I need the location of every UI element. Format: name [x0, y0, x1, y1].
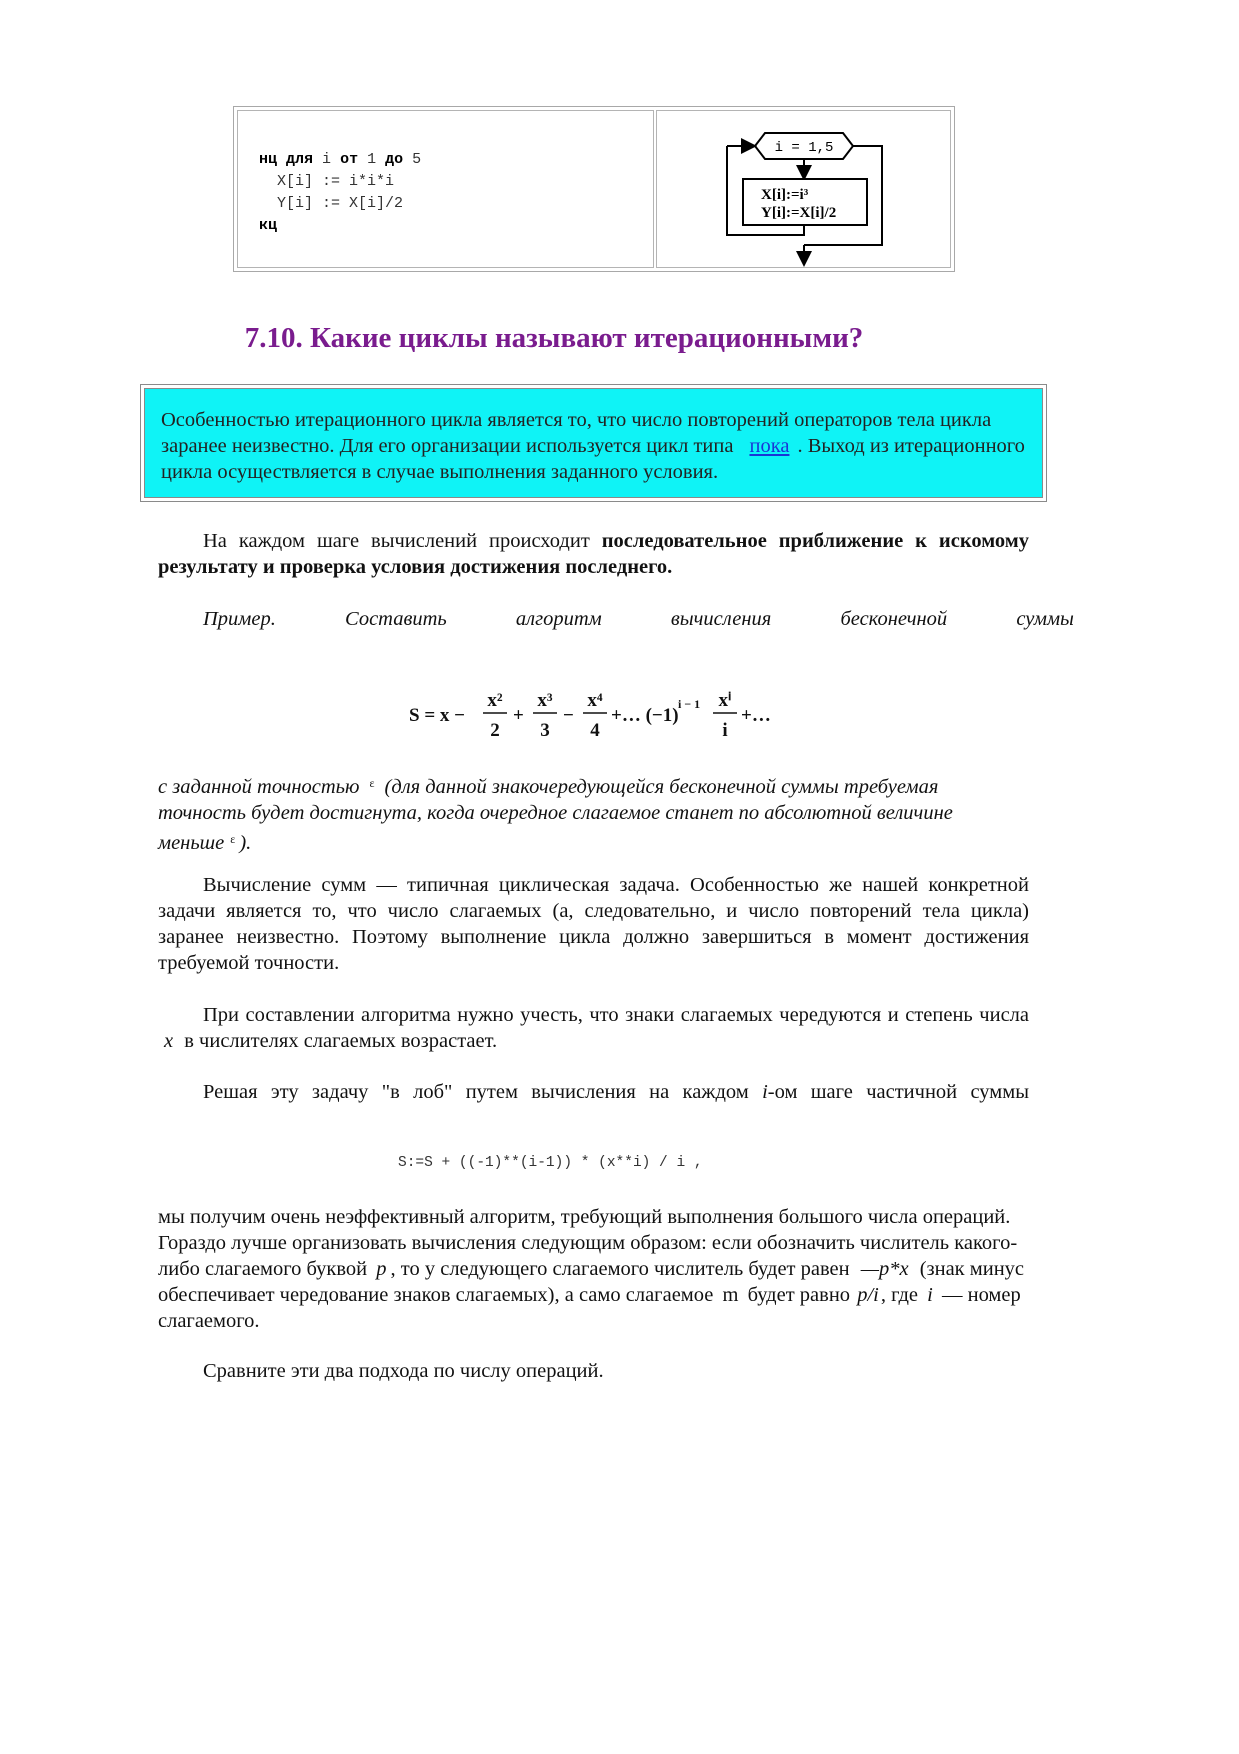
paragraph-sum-task: Вычисление сумм — типичная циклическая задача. Особенностью же нашей конкретной задачи является то, что число слагаемых (а, следовательно, и число повторений тела цикла) заранее неизвестно. Поэтому выполнение цикла должно завершиться в момент достижения требуемой точности.	[158, 874, 1029, 974]
term2-num: x²	[487, 690, 503, 711]
term-expr: p/i	[857, 1284, 879, 1306]
var-i: i	[927, 1284, 933, 1306]
para5-a: Решая эту задачу "в лоб" путем вычисления на каждом	[203, 1081, 749, 1103]
para2-c: ).	[239, 832, 252, 854]
code-from: 1	[367, 151, 377, 168]
callout-text-b: . Выход из итерационного цикла осуществляется в случае выполнения заданного условия.	[161, 435, 1025, 483]
para5-b: -ом шаге частичной суммы	[767, 1081, 1029, 1103]
code-line-2: X[i] := i*i*i	[277, 173, 395, 190]
paragraph-compare: Сравните эти два подхода по числу операций.	[203, 1360, 604, 1382]
var-x: x	[164, 1030, 174, 1052]
minus-sign: −	[563, 705, 574, 726]
pseudocode-lines	[259, 149, 421, 237]
code-line-4: кц	[259, 217, 278, 234]
var-p: p	[376, 1258, 387, 1280]
paragraph-precision	[158, 770, 958, 856]
para2-a: с заданной точностью	[158, 776, 360, 798]
para1-bold: последовательное приближение к искомому результату и проверка условия достижения последнего.	[158, 530, 1029, 578]
paragraph-bruteforce	[158, 1079, 1029, 1105]
code-to: 5	[412, 151, 422, 168]
code-keyword: нц для	[259, 151, 314, 168]
formula-lhs: S = x −	[409, 705, 465, 726]
termi-den: i	[722, 720, 728, 741]
flowchart-cell	[656, 110, 951, 268]
paragraph-alternation	[158, 1002, 1029, 1054]
loop-label: i = 1,5	[774, 140, 834, 156]
code-example-table	[233, 106, 955, 272]
para6-d: будет равно	[747, 1284, 851, 1306]
paragraph-approximation	[158, 528, 1029, 580]
formula-middle: +… (−1)	[611, 705, 679, 726]
example-line	[158, 606, 1074, 632]
formula-exp: i − 1	[678, 697, 701, 711]
next-numerator-expr: —p*x	[860, 1258, 909, 1280]
code-keyword: от	[340, 151, 359, 168]
example-word: Пример.	[203, 608, 276, 630]
series-formula	[405, 680, 785, 750]
para2-b: (для данной знакочередующейся бесконечной суммы требуемая точность будет достигнута, когда очередное слагаемое станет по абсолютной величине меньше	[158, 776, 953, 854]
epsilon-symbol: ε	[230, 832, 236, 846]
example-word: алгоритм	[515, 608, 602, 630]
loop-flowchart	[657, 111, 952, 269]
var-m: m	[722, 1284, 739, 1306]
partial-sum-code: S:=S + ((-1)**(i-1)) * (x**i) / i ,	[398, 1155, 703, 1171]
para6-b: , то у следующего слагаемого числитель будет равен	[390, 1258, 850, 1280]
pseudocode-cell	[237, 110, 654, 268]
para6-c: (знак минус обеспечивает чередование знаков слагаемых), а само слагаемое	[158, 1258, 1025, 1306]
definition-callout	[140, 384, 1047, 502]
para4-b: в числителях слагаемых возрастает.	[184, 1030, 498, 1052]
code-keyword: до	[385, 151, 404, 168]
termi-num: xⁱ	[718, 690, 732, 711]
term3-num: x³	[537, 690, 553, 711]
para6-e: , где	[880, 1284, 919, 1306]
para1-text: На каждом шаге вычислений происходит	[203, 530, 602, 552]
term4-num: x⁴	[587, 690, 603, 711]
callout-text-a: Особенностью итерационного цикла является то, что число повторений операторов тела цикла заранее неизвестно. Для его организации используется цикл типа	[161, 409, 992, 457]
paragraph-efficient	[158, 1204, 1029, 1334]
formula-tail: +…	[741, 705, 771, 726]
var-i: i	[762, 1081, 768, 1103]
callout-text	[144, 388, 1043, 498]
para6-f: — номер слагаемого.	[158, 1284, 1021, 1332]
section-heading: 7.10. Какие циклы называют итерационными?	[244, 322, 864, 354]
term2-den: 2	[490, 720, 500, 741]
example-word: бесконечной	[840, 608, 948, 630]
example-word: Составить	[345, 608, 447, 630]
para4-a: При составлении алгоритма нужно учесть, что знаки слагаемых чередуются и степень числа	[203, 1004, 1029, 1026]
code-line-3: Y[i] := X[i]/2	[277, 195, 404, 212]
epsilon-symbol: ε	[369, 776, 375, 790]
example-word: вычисления	[670, 608, 772, 630]
code-var: i	[322, 151, 332, 168]
term3-den: 3	[540, 720, 550, 741]
term4-den: 4	[590, 720, 600, 741]
body-line-2: Y[i]:=X[i]/2	[761, 205, 837, 221]
plus-sign: +	[513, 705, 524, 726]
while-loop-link[interactable]: пока	[749, 435, 790, 457]
para6-a: мы получим очень неэффективный алгоритм, требующий выполнения большого числа операций. Гораздо лучше организовать вычисления следующим образом: если обозначить числитель какого-либо слагаемого буквой	[158, 1206, 1018, 1280]
body-line-1: X[i]:=i³	[761, 187, 809, 203]
example-word: суммы	[1016, 608, 1074, 630]
